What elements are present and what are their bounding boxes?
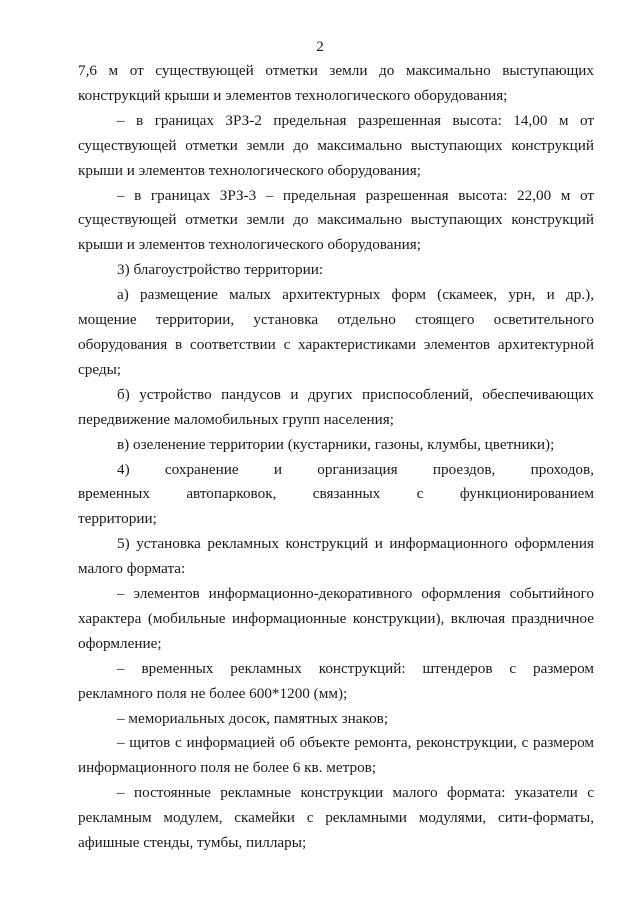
paragraph-memorial-plaques: – мемориальных досок, памятных знаков; — [117, 709, 389, 727]
paragraph-zrz-3: – в границах ЗРЗ-3 – предельная разрешенная высота: 22,00 м от существующей отметки земли до максимально выступающих конструкций крыши и элементов технологического оборудования; — [78, 186, 594, 254]
paragraph-landscaping-heading: 3) благоустройство территории: — [117, 261, 324, 279]
document-body — [78, 59, 594, 856]
paragraph-item-5: 5) установка рекламных конструкций и информационного оформления малого формата: — [78, 535, 594, 578]
paragraph-permanent-advertising: – постоянные рекламные конструкции малого формата: указатели с рекламным модулем, скамейки с рекламными модулями, сити-форматы, афишные стенды, тумбы, пиллары; — [78, 784, 594, 852]
page-number: 2 — [316, 38, 324, 55]
paragraph-item-4: 4) сохранение и организация проездов, проходов, временных автопарковок, связанных с функционированием территории; — [78, 460, 594, 528]
paragraph-temporary-advertising: – временных рекламных конструкций: штендеров с размером рекламного поля не более 600*1200 (мм); — [78, 659, 594, 702]
paragraph-zrz-2: – в границах ЗРЗ-2 предельная разрешенная высота: 14,00 м от существующей отметки земли до максимально выступающих конструкций крыши и элементов технологического оборудования; — [78, 111, 594, 179]
paragraph-item-a: а) размещение малых архитектурных форм (скамеек, урн, и др.), мощение территории, установка отдельно стоящего осветительного оборудования в соответствии с характеристиками элементов архитектурной среды; — [78, 286, 594, 378]
paragraph-item-b: б) устройство пандусов и других приспособлений, обеспечивающих передвижение маломобильных групп населения; — [78, 385, 594, 428]
paragraph-decorative-elements: – элементов информационно-декоративного оформления событийного характера (мобильные информационные конструкции), включая праздничное оформление; — [78, 585, 594, 652]
paragraph-height-limit-continuation: 7,6 м от существующей отметки земли до максимально выступающих конструкций крыши и элементов технологического оборудования; — [78, 62, 594, 104]
paragraph-item-v: в) озеленение территории (кустарники, газоны, клумбы, цветники); — [117, 435, 555, 453]
paragraph-info-boards: – щитов с информацией об объекте ремонта, реконструкции, с размером информационного поля не более 6 кв. метров; — [78, 734, 594, 777]
